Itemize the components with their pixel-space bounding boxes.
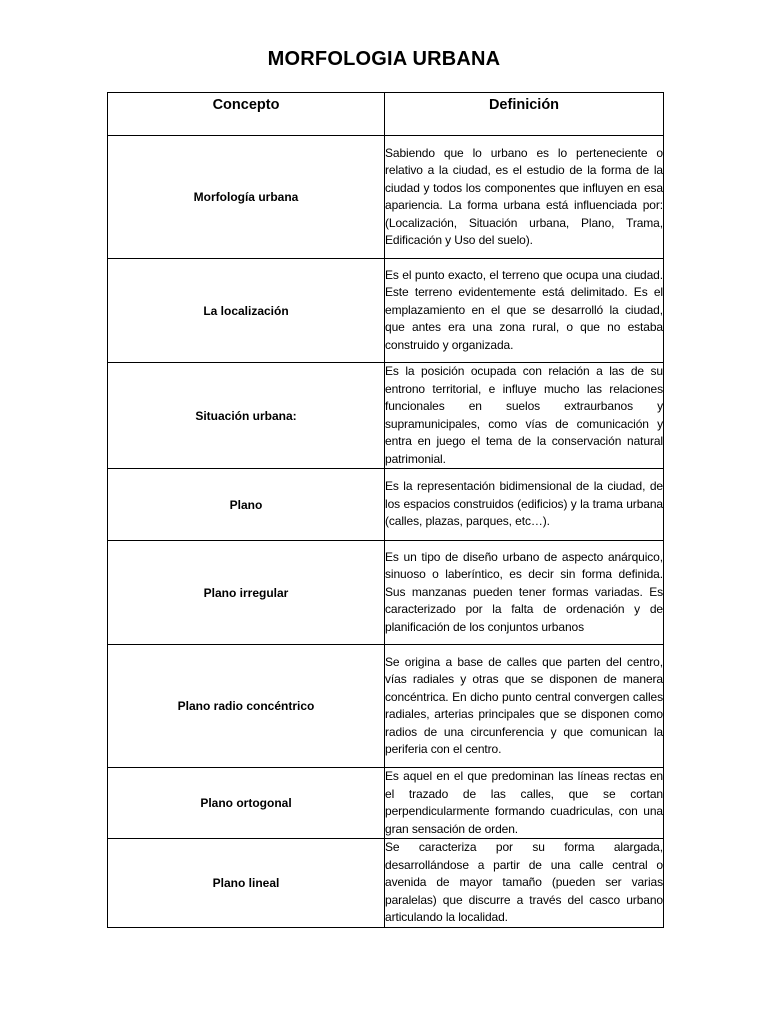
- concept-cell: Plano irregular: [108, 541, 385, 645]
- table-row: [108, 259, 664, 363]
- concept-table: [107, 92, 664, 928]
- definition-cell: Es la posición ocupada con relación a las de su entrono territorial, e influye mucho las relaciones funcionales en suelos extraurbanos y supramunicipales, como vías de comunicación y entra en juego el tema de la conservación natural patrimonial.: [385, 363, 664, 469]
- definition-cell: Es aquel en el que predominan las líneas rectas en el trazado de las calles, que se cortan perpendicularmente formando cuadriculas, con una gran sensación de orden.: [385, 768, 664, 839]
- concept-cell: Situación urbana:: [108, 363, 385, 469]
- table-row: [108, 363, 664, 469]
- definition-cell: Es un tipo de diseño urbano de aspecto anárquico, sinuoso o laberíntico, es decir sin forma definida. Sus manzanas pueden tener formas variadas. Es caracterizado por la falta de ordenación y de planificación de los conjuntos urbanos: [385, 541, 664, 645]
- concept-cell: Morfología urbana: [108, 136, 385, 259]
- column-header-definition: Definición: [385, 93, 664, 136]
- concept-cell: Plano lineal: [108, 839, 385, 928]
- table-row: [108, 645, 664, 768]
- definition-cell: Se origina a base de calles que parten del centro, vías radiales y otras que se disponen de manera concéntrica. En dicho punto central convergen calles radiales, arterias principales que se disponen como radios de una circunferencia y que comunican la periferia con el centro.: [385, 645, 664, 768]
- table-row: [108, 469, 664, 541]
- definition-cell: Se caracteriza por su forma alargada, desarrollándose a partir de una calle central o avenida de mayor tamaño (pueden ser varias paralelas) que discurre a través del casco urbano articulando la localidad.: [385, 839, 664, 928]
- concept-cell: La localización: [108, 259, 385, 363]
- definition-cell: Es la representación bidimensional de la ciudad, de los espacios construidos (edificios) y la trama urbana (calles, plazas, parques, etc…).: [385, 469, 664, 541]
- concept-cell: Plano ortogonal: [108, 768, 385, 839]
- table-header-row: [108, 93, 664, 136]
- table-row: [108, 839, 664, 928]
- table-row: [108, 541, 664, 645]
- concept-cell: Plano: [108, 469, 385, 541]
- table-row: [108, 768, 664, 839]
- concept-cell: Plano radio concéntrico: [108, 645, 385, 768]
- definition-cell: Es el punto exacto, el terreno que ocupa una ciudad. Este terreno evidentemente está delimitado. Es el emplazamiento en el que se desarrolló la ciudad, que antes era una zona rural, o que no estaba construido y organizada.: [385, 259, 664, 363]
- page-title: MORFOLOGIA URBANA: [267, 48, 501, 70]
- column-header-concept: Concepto: [108, 93, 385, 136]
- table-row: [108, 136, 664, 259]
- definition-cell: Sabiendo que lo urbano es lo perteneciente o relativo a la ciudad, es el estudio de la forma de la ciudad y todos los componentes que influyen en esa apariencia. La forma urbana está influenciada por: (Localización, Situación urbana, Plano, Trama, Edificación y Uso del suelo).: [385, 136, 664, 259]
